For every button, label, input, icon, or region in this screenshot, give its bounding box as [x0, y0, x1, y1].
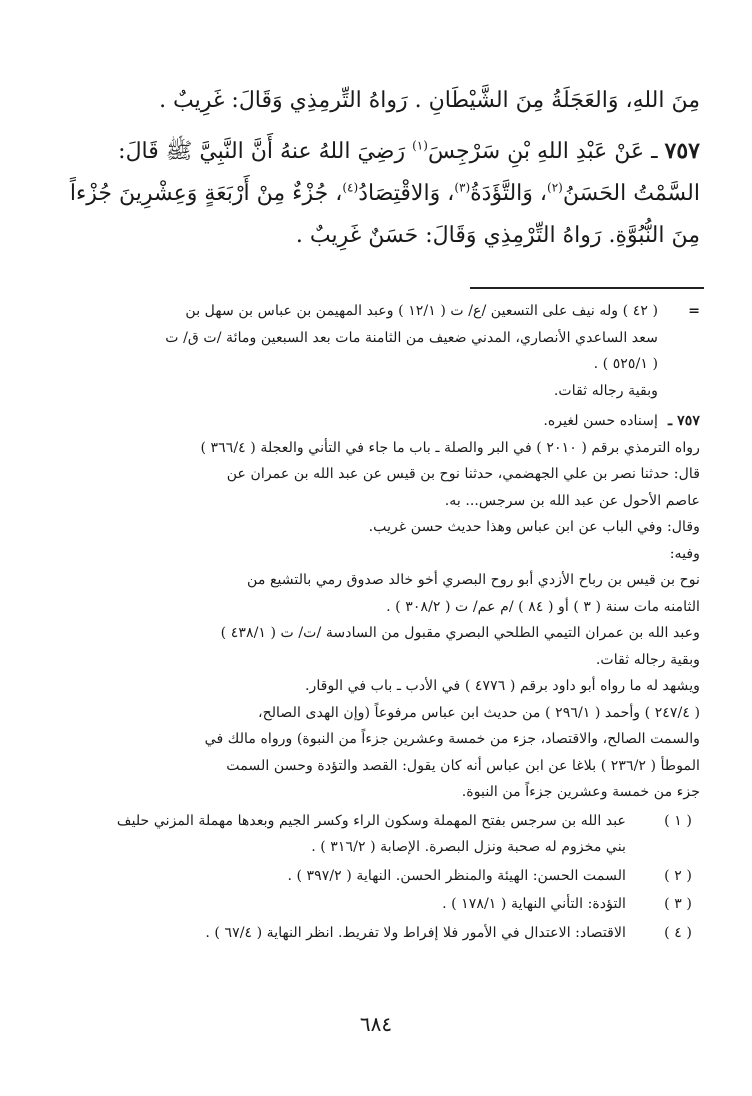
main-line-3: السَّمْتُ الحَسَنُ$^{(٢)}$، وَالتَّؤَدَةُ$^{(٣)}$، وَالاقْتِصَادُ$^{(٤)}$، جُزْءٌ مِنْ أَرْبَعَةٍ وَعِشْرِينَ جُزْءاً — [69, 180, 700, 206]
note-line: نوح بن قيس بن رباح الأزدي أبو روح البصري أخو خالد صدوق رمي بالتشيع من — [247, 572, 700, 588]
note-line: ( ٢٤٧/٤ ) وأحمد ( ٢٩٦/١ ) من حديث ابن عباس مرفوعاً (وإن الهدى الصالح، — [258, 704, 700, 721]
separator-rule — [470, 287, 704, 289]
footnote-line: بني مخزوم له صحبة ونزل البصرة. الإصابة ( ٣١٦/٢ ) . — [311, 839, 626, 855]
note-line: إسناده حسن لغيره. — [543, 413, 658, 429]
note-line: وبقية رجاله ثقات. — [595, 651, 700, 668]
notes-section — [60, 298, 700, 946]
footnote-3 — [60, 891, 700, 918]
note-line: ( ٤٢ ) وله نيف على التسعين /ع/ ت ( ١٢/١ ) وعبد المهيمن بن عباس بن سهل بن — [185, 303, 658, 319]
footnote-ref-3: (٣) — [454, 180, 471, 195]
note-line: وبقية رجاله ثقات. — [553, 382, 658, 399]
footnote-ref-2: (٢) — [547, 180, 563, 195]
note-line: سعد الساعدي الأنصاري، المدني ضعيف من الثامنة مات بعد السبعين ومائة /ت ق/ ت — [165, 329, 658, 346]
page-number: ٦٨٤ — [359, 1012, 393, 1036]
note-line: الثامنه مات سنة ( ٣ ) أو ( ٨٤ ) /م عم/ ت ( ٣٠٨/٢ ) . — [386, 598, 700, 615]
footnote-label: ( ٤ ) — [664, 924, 692, 941]
hadith-757 — [60, 130, 700, 257]
footnote-line: السمت الحسن: الهيئة والمنظر الحسن. النهاية ( ٣٩٧/٢ ) . — [287, 867, 626, 884]
note-line: والسمت الصالح، والاقتصاد، جزء من خمسة وعشرين جزءاً من النبوة) ورواه مالك في — [204, 731, 700, 747]
footnote-label: ( ٢ ) — [664, 867, 692, 884]
note-line: ( ٥٢٥/١ ) . — [593, 356, 658, 372]
footnote-line: عبد الله بن سرجس بفتح المهملة وسكون الراء وكسر الجيم وبعدها مهملة المزني حليف — [116, 812, 626, 829]
note-line: قال: حدثنا نصر بن علي الجهضمي، حدثنا نوح بن قيس عن عبد الله بن عمران عن — [226, 466, 700, 482]
note-line: رواه الترمذي برقم ( ٢٠١٠ ) في البر والصلة ـ باب ما جاء في التأني والعجلة ( ٣٦٦/٤ ) — [200, 439, 700, 456]
note-line: عاصم الأحول عن عبد الله بن سرجس... به. — [444, 492, 700, 509]
note-label: ٧٥٧ ـ — [668, 413, 700, 429]
main-text-block — [60, 80, 700, 257]
note-line: وعبد الله بن عمران التيمي الطلحي البصري مقبول من السادسة /ت/ ت ( ٤٣٨/١ ) — [220, 625, 700, 641]
note-continuation — [60, 298, 700, 404]
note-757-body — [60, 435, 700, 806]
footnote-ref-4: (٤) — [342, 180, 359, 195]
footnote-1 — [60, 808, 700, 861]
footnote-4 — [60, 920, 700, 947]
note-757 — [60, 408, 700, 435]
hadith-intro: رَضِيَ اللهُ عنهُ أَنَّ النَّبِيَّ ﷺ قَالَ: — [118, 139, 406, 164]
note-line: جزء من خمسة وعشرين جزءاً من النبوة. — [461, 784, 700, 800]
footnote-ref-1: (١) — [412, 138, 428, 153]
footnote-2 — [60, 863, 700, 890]
hadith-narrator: عَنْ عَبْدِ اللهِ بْنِ سَرْجِسَ — [427, 139, 645, 164]
note-label: = — [688, 303, 700, 319]
note-line: الموطأ ( ٢٣٦/٢ ) بلاغا عن ابن عباس أنه كان يقول: القصد والتؤدة وحسن السمت — [226, 757, 700, 774]
note-line: وفيه: — [669, 545, 700, 562]
main-line-1: مِنَ اللهِ، وَالعَجَلَةُ مِنَ الشَّيْطَانِ . رَواهُ التِّرمِذِي وَقَالَ: غَرِيبٌ . — [159, 88, 700, 113]
hadith-number: ٧٥٧ — [664, 138, 700, 164]
note-line: وقال: وفي الباب عن ابن عباس وهذا حديث حسن غريب. — [368, 519, 700, 535]
note-line: ويشهد له ما رواه أبو داود برقم ( ٤٧٧٦ ) في الأدب ـ باب في الوقار. — [305, 678, 700, 694]
footnote-line: التؤدة: التأني النهاية ( ١٧٨/١ ) . — [442, 896, 626, 912]
main-line-2: ٧٥٧ ـ عَنْ عَبْدِ اللهِ بْنِ سَرْجِسَ$^{(١)}$ رَضِيَ اللهُ عنهُ أَنَّ النَّبِيَّ ﷺ قَالَ: — [118, 138, 700, 164]
main-line-4: مِنَ النُّبُوَّةِ. رَواهُ التِّرْمِذِي وَقَالَ: حَسَنٌ غَرِيبٌ . — [295, 223, 700, 248]
footnote-label: ( ١ ) — [664, 812, 692, 829]
footnote-line: الاقتصاد: الاعتدال في الأمور فلا إفراط ولا تفريط. انظر النهاية ( ٦٧/٤ ) . — [205, 924, 626, 941]
footnote-label: ( ٣ ) — [664, 896, 692, 912]
